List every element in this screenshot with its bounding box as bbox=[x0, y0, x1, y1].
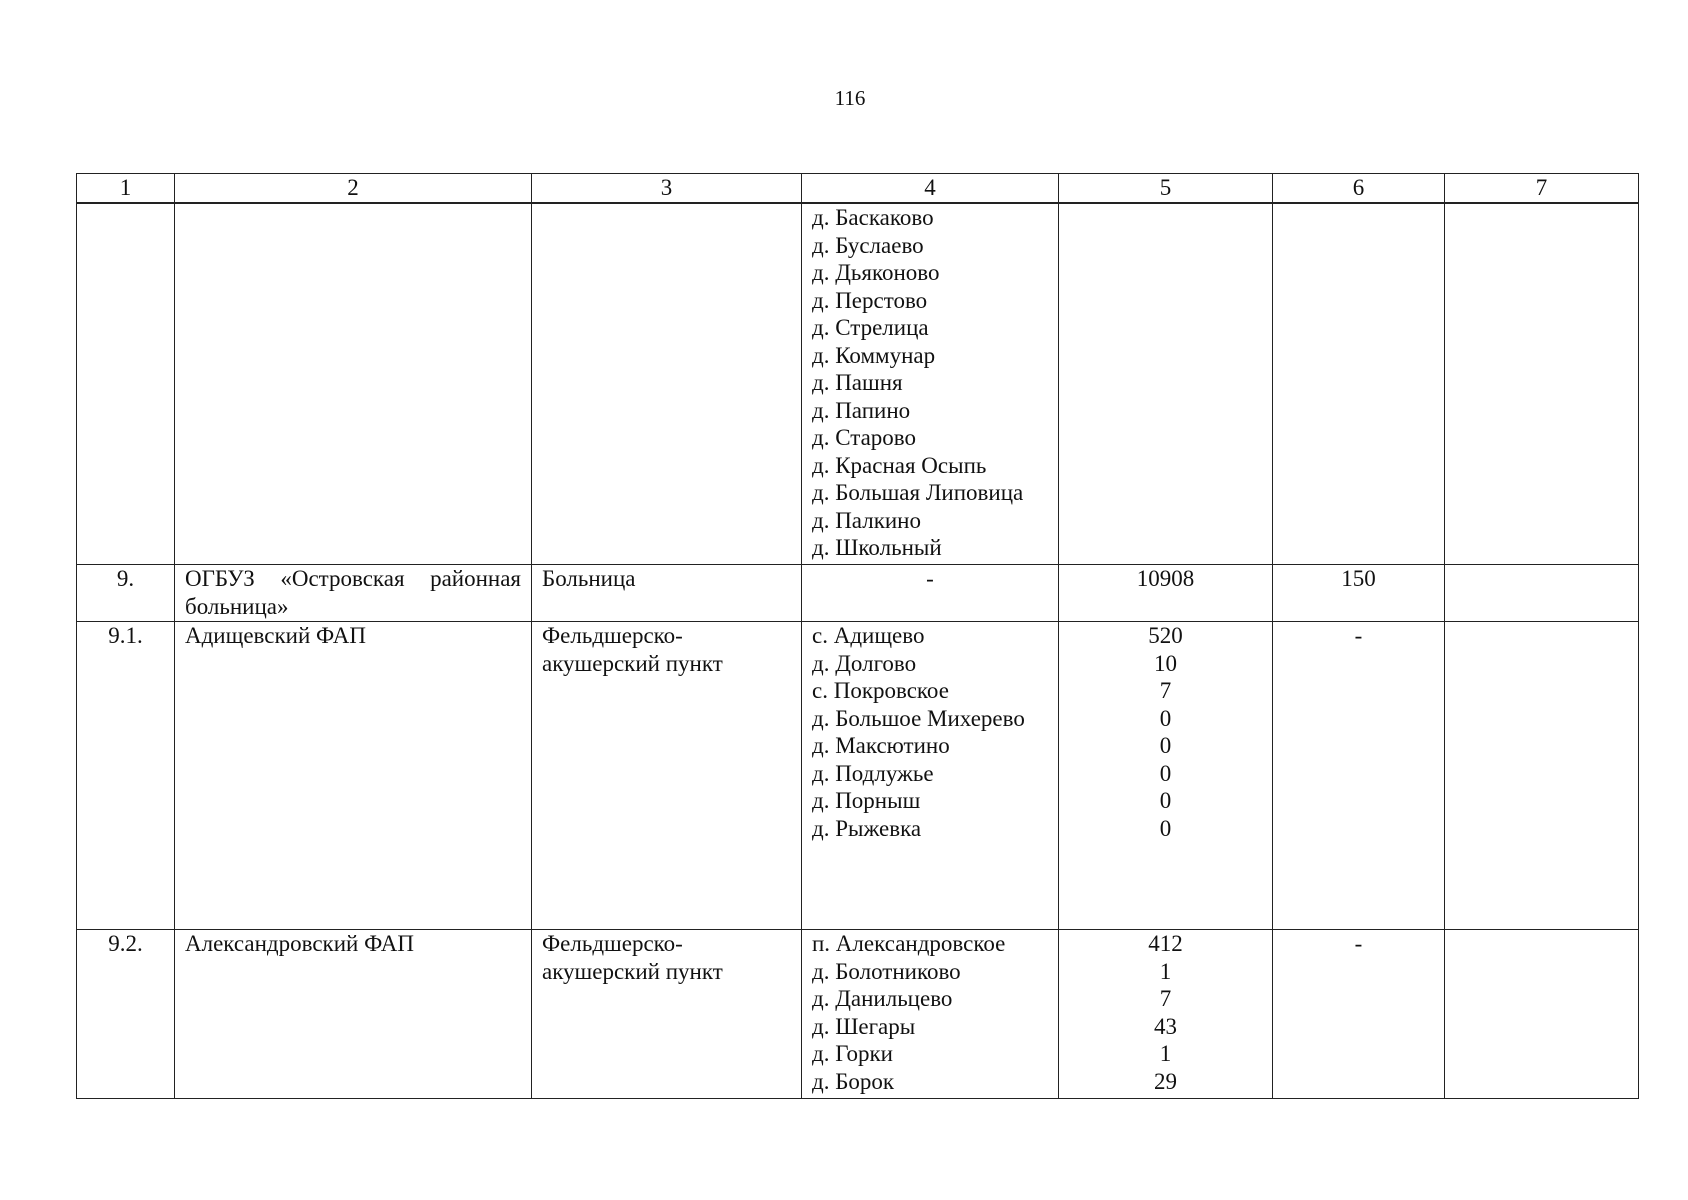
settlement-item: д. Порныш bbox=[812, 788, 921, 813]
facility-name: ОГБУЗ «Островская районная больница» bbox=[175, 565, 532, 622]
settlement-item: д. Большая Липовица bbox=[812, 480, 1024, 505]
population-item: 0 bbox=[1159, 815, 1172, 841]
settlement-item: д. Палкино bbox=[812, 507, 921, 533]
cell-type bbox=[532, 203, 802, 565]
settlement-item: д. Пашня bbox=[812, 370, 903, 395]
row-number: 9.2. bbox=[77, 930, 175, 1099]
column-header-5: 5 bbox=[1059, 174, 1273, 204]
facilities-table bbox=[76, 173, 1639, 1099]
population-item: 0 bbox=[1159, 733, 1172, 758]
column-header-4: 4 bbox=[802, 174, 1059, 204]
column-header-1: 1 bbox=[77, 174, 175, 204]
facility-type: Фельдшерско-акушерский пункт bbox=[532, 622, 802, 930]
col7-value bbox=[1445, 622, 1639, 930]
population-item: 1 bbox=[1159, 1041, 1172, 1066]
settlement-item: д. Болотниково bbox=[812, 958, 961, 984]
settlement-item: д. Коммунар bbox=[812, 342, 936, 368]
population-item: 7 bbox=[1159, 678, 1172, 703]
settlement-item: д. Подлужье bbox=[812, 760, 934, 786]
facility-name: Адищевский ФАП bbox=[175, 622, 532, 930]
settlement-item: д. Горки bbox=[812, 1041, 893, 1066]
settlement-item: д. Перстово bbox=[812, 287, 928, 313]
table-row-hospital bbox=[77, 565, 1639, 622]
column-header-3: 3 bbox=[532, 174, 802, 204]
cell-num bbox=[77, 203, 175, 565]
table-row-aleksandrovsky bbox=[77, 930, 1639, 1099]
population-item: 0 bbox=[1159, 760, 1172, 786]
settlement-item: д. Старово bbox=[812, 425, 916, 450]
population-item: 43 bbox=[1154, 1013, 1177, 1039]
population-item: 10 bbox=[1154, 650, 1177, 676]
cell-col6 bbox=[1273, 203, 1445, 565]
column-header-7: 7 bbox=[1445, 174, 1639, 204]
row-number: 9.1. bbox=[77, 622, 175, 930]
settlement-item: д. Шегары bbox=[812, 1013, 916, 1039]
page-number: 116 bbox=[834, 86, 866, 110]
settlement-item: д. Большое Михерево bbox=[812, 705, 1025, 731]
col7-value bbox=[1445, 565, 1639, 622]
population-item: 29 bbox=[1154, 1068, 1177, 1094]
col7-value bbox=[1445, 930, 1639, 1099]
population-list bbox=[1059, 930, 1273, 1099]
settlement-item: д. Стрелица bbox=[812, 315, 929, 340]
cell-population bbox=[1059, 203, 1273, 565]
settlement-item: д. Данильцево bbox=[812, 986, 953, 1011]
table-row-continuation bbox=[77, 203, 1639, 565]
settlement-item: с. Адищево bbox=[812, 623, 925, 648]
population-item: 0 bbox=[1159, 788, 1172, 813]
settlement-item: д. Баскаково bbox=[812, 205, 934, 230]
settlement-item: д. Дьяконово bbox=[812, 260, 940, 285]
population-item: 520 bbox=[1148, 623, 1183, 648]
settlement-list bbox=[802, 930, 1059, 1099]
row-number: 9. bbox=[77, 565, 175, 622]
col6-value: 150 bbox=[1273, 565, 1445, 622]
population-item: 1 bbox=[1159, 958, 1172, 984]
table-row-adishchevsky bbox=[77, 622, 1639, 930]
settlement-list bbox=[802, 622, 1059, 930]
population-list bbox=[1059, 622, 1273, 930]
population: 10908 bbox=[1059, 565, 1273, 622]
settlement-item: д. Долгово bbox=[812, 650, 917, 676]
facility-type: Больница bbox=[532, 565, 802, 622]
settlement-item: д. Буслаево bbox=[812, 232, 924, 258]
column-header-2: 2 bbox=[175, 174, 532, 204]
settlement: - bbox=[802, 565, 1059, 622]
settlement-item: с. Покровское bbox=[812, 678, 949, 703]
col6-value: - bbox=[1273, 622, 1445, 930]
population-item: 0 bbox=[1159, 705, 1172, 731]
settlement-item: д. Рыжевка bbox=[812, 815, 922, 841]
settlement-item: п. Александровское bbox=[812, 931, 1006, 956]
settlement-item: д. Папино bbox=[812, 397, 911, 423]
cell-col7 bbox=[1445, 203, 1639, 565]
settlement-item: д. Красная Осыпь bbox=[812, 452, 987, 478]
cell-name bbox=[175, 203, 532, 565]
settlement-item: д. Максютино bbox=[812, 733, 950, 758]
column-header-6: 6 bbox=[1273, 174, 1445, 204]
facility-name: Александровский ФАП bbox=[175, 930, 532, 1099]
settlement-list bbox=[802, 203, 1059, 565]
table-header-row bbox=[77, 174, 1639, 204]
settlement-item: д. Школьный bbox=[812, 535, 942, 560]
population-item: 412 bbox=[1148, 931, 1183, 956]
settlement-item: д. Борок bbox=[812, 1068, 895, 1094]
population-item: 7 bbox=[1159, 986, 1172, 1011]
col6-value: - bbox=[1273, 930, 1445, 1099]
facility-type: Фельдшерско-акушерский пункт bbox=[532, 930, 802, 1099]
